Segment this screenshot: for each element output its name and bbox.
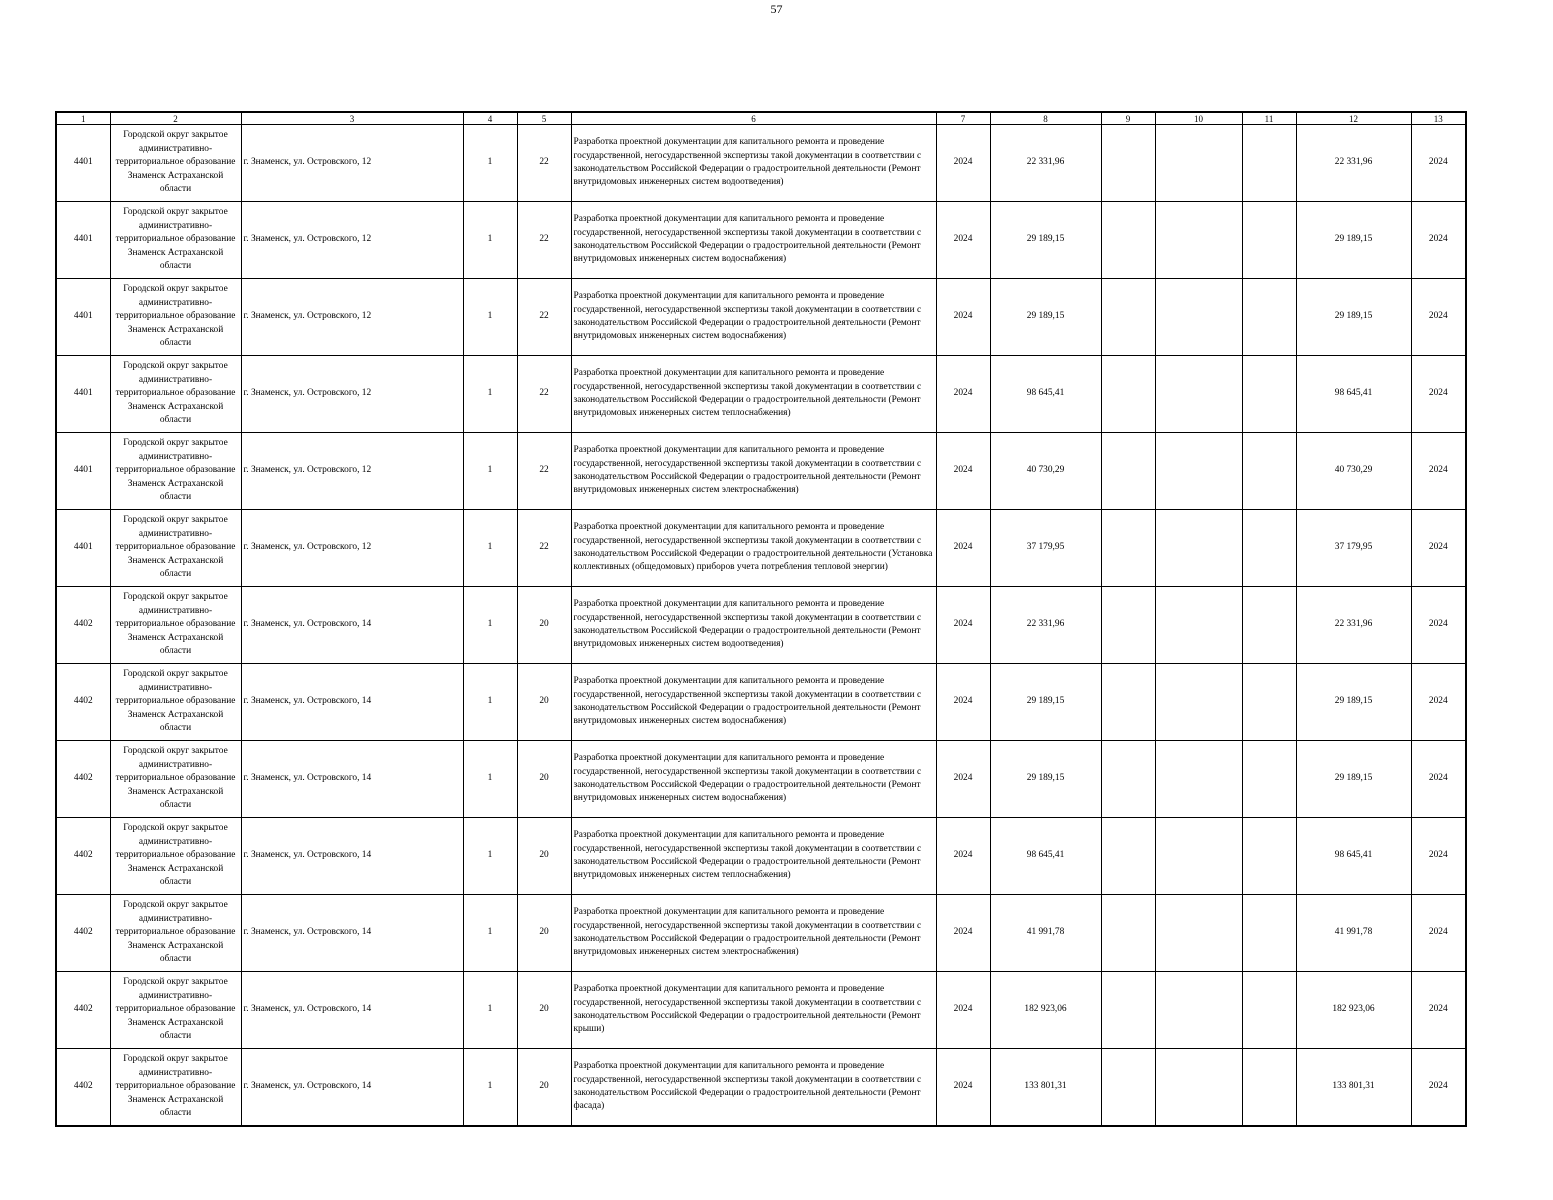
amount-cell: 29 189,15 — [990, 202, 1101, 279]
table-row — [56, 741, 1466, 818]
column-number-13: 13 — [1411, 112, 1466, 125]
work-description-cell: Разработка проектной документации для капитального ремонта и проведение государственной, негосударственной экспертизы такой документации в соответствии с законодательством Российской Федерации о градостроительной деятельности (Ремонт внутридомовых инженерных систем водоснабжения) — [571, 202, 936, 279]
col-11-value-cell — [1242, 202, 1296, 279]
address-cell: г. Знаменск, ул. Островского, 12 — [241, 279, 463, 356]
municipality-cell: Городской округ закрытое административно-территориальное образование Знаменск Астраханской области — [110, 741, 241, 818]
year-end-cell: 2024 — [1411, 356, 1466, 433]
col-10-value-cell — [1155, 125, 1242, 202]
municipality-cell: Городской округ закрытое административно-территориальное образование Знаменск Астраханской области — [110, 818, 241, 895]
table-row — [56, 510, 1466, 587]
col-5-value-cell: 22 — [517, 356, 571, 433]
col-5-value-cell: 22 — [517, 202, 571, 279]
year-cell: 2024 — [936, 1049, 990, 1127]
col-5-value-cell: 20 — [517, 818, 571, 895]
col-9-value-cell — [1101, 433, 1155, 510]
col-9-value-cell — [1101, 202, 1155, 279]
col-5-value-cell: 22 — [517, 433, 571, 510]
municipality-cell: Городской округ закрытое административно-территориальное образование Знаменск Астраханской области — [110, 433, 241, 510]
year-cell: 2024 — [936, 664, 990, 741]
col-9-value-cell — [1101, 972, 1155, 1049]
address-cell: г. Знаменск, ул. Островского, 14 — [241, 972, 463, 1049]
year-end-cell: 2024 — [1411, 510, 1466, 587]
col-9-value-cell — [1101, 125, 1155, 202]
house-id-cell: 4401 — [56, 510, 110, 587]
address-cell: г. Знаменск, ул. Островского, 12 — [241, 125, 463, 202]
col-4-value-cell: 1 — [463, 587, 517, 664]
year-cell: 2024 — [936, 279, 990, 356]
address-cell: г. Знаменск, ул. Островского, 14 — [241, 895, 463, 972]
col-4-value-cell: 1 — [463, 202, 517, 279]
col-4-value-cell: 1 — [463, 972, 517, 1049]
house-id-cell: 4402 — [56, 587, 110, 664]
col-11-value-cell — [1242, 741, 1296, 818]
address-cell: г. Знаменск, ул. Островского, 12 — [241, 356, 463, 433]
year-cell: 2024 — [936, 510, 990, 587]
amount-cell: 98 645,41 — [990, 356, 1101, 433]
municipality-cell: Городской округ закрытое административно-территориальное образование Знаменск Астраханской области — [110, 664, 241, 741]
table-row — [56, 433, 1466, 510]
amount-total-cell: 133 801,31 — [1296, 1049, 1411, 1127]
amount-cell: 29 189,15 — [990, 664, 1101, 741]
year-cell: 2024 — [936, 741, 990, 818]
column-number-7: 7 — [936, 112, 990, 125]
year-cell: 2024 — [936, 895, 990, 972]
col-4-value-cell: 1 — [463, 125, 517, 202]
address-cell: г. Знаменск, ул. Островского, 14 — [241, 664, 463, 741]
col-11-value-cell — [1242, 818, 1296, 895]
house-id-cell: 4401 — [56, 279, 110, 356]
amount-cell: 182 923,06 — [990, 972, 1101, 1049]
column-number-5: 5 — [517, 112, 571, 125]
column-number-12: 12 — [1296, 112, 1411, 125]
col-10-value-cell — [1155, 356, 1242, 433]
work-description-cell: Разработка проектной документации для капитального ремонта и проведение государственной, негосударственной экспертизы такой документации в соответствии с законодательством Российской Федерации о градостроительной деятельности (Ремонт внутридомовых инженерных систем теплоснабжения) — [571, 818, 936, 895]
amount-total-cell: 41 991,78 — [1296, 895, 1411, 972]
col-11-value-cell — [1242, 895, 1296, 972]
year-end-cell: 2024 — [1411, 972, 1466, 1049]
col-11-value-cell — [1242, 972, 1296, 1049]
work-description-cell: Разработка проектной документации для капитального ремонта и проведение государственной, негосударственной экспертизы такой документации в соответствии с законодательством Российской Федерации о градостроительной деятельности (Ремонт внутридомовых инженерных систем водоснабжения) — [571, 664, 936, 741]
col-4-value-cell: 1 — [463, 1049, 517, 1127]
amount-total-cell: 22 331,96 — [1296, 125, 1411, 202]
amount-cell: 41 991,78 — [990, 895, 1101, 972]
col-11-value-cell — [1242, 1049, 1296, 1127]
col-4-value-cell: 1 — [463, 433, 517, 510]
address-cell: г. Знаменск, ул. Островского, 12 — [241, 510, 463, 587]
year-end-cell: 2024 — [1411, 587, 1466, 664]
table-row — [56, 279, 1466, 356]
col-5-value-cell: 20 — [517, 895, 571, 972]
amount-cell: 133 801,31 — [990, 1049, 1101, 1127]
work-description-cell: Разработка проектной документации для капитального ремонта и проведение государственной, негосударственной экспертизы такой документации в соответствии с законодательством Российской Федерации о градостроительной деятельности (Ремонт фасада) — [571, 1049, 936, 1127]
amount-cell: 37 179,95 — [990, 510, 1101, 587]
house-id-cell: 4401 — [56, 433, 110, 510]
house-id-cell: 4401 — [56, 356, 110, 433]
amount-total-cell: 182 923,06 — [1296, 972, 1411, 1049]
address-cell: г. Знаменск, ул. Островского, 12 — [241, 202, 463, 279]
col-4-value-cell: 1 — [463, 356, 517, 433]
house-id-cell: 4401 — [56, 202, 110, 279]
col-11-value-cell — [1242, 125, 1296, 202]
col-4-value-cell: 1 — [463, 279, 517, 356]
work-description-cell: Разработка проектной документации для капитального ремонта и проведение государственной, негосударственной экспертизы такой документации в соответствии с законодательством Российской Федерации о градостроительной деятельности (Установка коллективных (общедомовых) приборов учета потребления тепловой энергии) — [571, 510, 936, 587]
year-end-cell: 2024 — [1411, 664, 1466, 741]
year-cell: 2024 — [936, 125, 990, 202]
col-11-value-cell — [1242, 510, 1296, 587]
house-id-cell: 4402 — [56, 741, 110, 818]
amount-total-cell: 37 179,95 — [1296, 510, 1411, 587]
municipality-cell: Городской округ закрытое административно-территориальное образование Знаменск Астраханской области — [110, 125, 241, 202]
house-id-cell: 4401 — [56, 125, 110, 202]
col-10-value-cell — [1155, 510, 1242, 587]
year-cell: 2024 — [936, 972, 990, 1049]
amount-cell: 22 331,96 — [990, 587, 1101, 664]
col-10-value-cell — [1155, 1049, 1242, 1127]
address-cell: г. Знаменск, ул. Островского, 14 — [241, 1049, 463, 1127]
column-number-row — [56, 112, 1466, 125]
col-10-value-cell — [1155, 972, 1242, 1049]
year-end-cell: 2024 — [1411, 1049, 1466, 1127]
col-5-value-cell: 20 — [517, 972, 571, 1049]
table-row — [56, 818, 1466, 895]
year-end-cell: 2024 — [1411, 895, 1466, 972]
house-id-cell: 4402 — [56, 972, 110, 1049]
col-9-value-cell — [1101, 818, 1155, 895]
col-9-value-cell — [1101, 279, 1155, 356]
municipality-cell: Городской округ закрытое административно-территориальное образование Знаменск Астраханской области — [110, 202, 241, 279]
year-end-cell: 2024 — [1411, 741, 1466, 818]
col-10-value-cell — [1155, 433, 1242, 510]
col-9-value-cell — [1101, 741, 1155, 818]
amount-cell: 98 645,41 — [990, 818, 1101, 895]
table-row — [56, 125, 1466, 202]
amount-total-cell: 98 645,41 — [1296, 356, 1411, 433]
municipality-cell: Городской округ закрытое административно-территориальное образование Знаменск Астраханской области — [110, 895, 241, 972]
column-number-2: 2 — [110, 112, 241, 125]
house-id-cell: 4402 — [56, 818, 110, 895]
col-4-value-cell: 1 — [463, 895, 517, 972]
work-description-cell: Разработка проектной документации для капитального ремонта и проведение государственной, негосударственной экспертизы такой документации в соответствии с законодательством Российской Федерации о градостроительной деятельности (Ремонт внутридомовых инженерных систем водоотведения) — [571, 587, 936, 664]
col-4-value-cell: 1 — [463, 818, 517, 895]
work-description-cell: Разработка проектной документации для капитального ремонта и проведение государственной, негосударственной экспертизы такой документации в соответствии с законодательством Российской Федерации о градостроительной деятельности (Ремонт внутридомовых инженерных систем электроснабжения) — [571, 433, 936, 510]
column-number-9: 9 — [1101, 112, 1155, 125]
address-cell: г. Знаменск, ул. Островского, 14 — [241, 818, 463, 895]
col-4-value-cell: 1 — [463, 510, 517, 587]
register-table — [55, 111, 1467, 1127]
year-end-cell: 2024 — [1411, 125, 1466, 202]
municipality-cell: Городской округ закрытое административно-территориальное образование Знаменск Астраханской области — [110, 1049, 241, 1127]
table-row — [56, 972, 1466, 1049]
year-cell: 2024 — [936, 587, 990, 664]
year-cell: 2024 — [936, 202, 990, 279]
table-row — [56, 895, 1466, 972]
col-5-value-cell: 20 — [517, 587, 571, 664]
col-9-value-cell — [1101, 895, 1155, 972]
amount-cell: 22 331,96 — [990, 125, 1101, 202]
address-cell: г. Знаменск, ул. Островского, 12 — [241, 433, 463, 510]
col-5-value-cell: 20 — [517, 1049, 571, 1127]
col-5-value-cell: 22 — [517, 510, 571, 587]
column-number-11: 11 — [1242, 112, 1296, 125]
year-cell: 2024 — [936, 433, 990, 510]
col-10-value-cell — [1155, 741, 1242, 818]
table-row — [56, 356, 1466, 433]
municipality-cell: Городской округ закрытое административно-территориальное образование Знаменск Астраханской области — [110, 972, 241, 1049]
col-11-value-cell — [1242, 664, 1296, 741]
col-9-value-cell — [1101, 1049, 1155, 1127]
col-9-value-cell — [1101, 664, 1155, 741]
municipality-cell: Городской округ закрытое административно-территориальное образование Знаменск Астраханской области — [110, 587, 241, 664]
col-5-value-cell: 20 — [517, 741, 571, 818]
amount-total-cell: 40 730,29 — [1296, 433, 1411, 510]
amount-cell: 29 189,15 — [990, 741, 1101, 818]
col-10-value-cell — [1155, 587, 1242, 664]
amount-total-cell: 29 189,15 — [1296, 279, 1411, 356]
year-cell: 2024 — [936, 818, 990, 895]
year-end-cell: 2024 — [1411, 818, 1466, 895]
col-11-value-cell — [1242, 587, 1296, 664]
table-row — [56, 1049, 1466, 1127]
amount-cell: 40 730,29 — [990, 433, 1101, 510]
col-10-value-cell — [1155, 202, 1242, 279]
table-row — [56, 587, 1466, 664]
col-5-value-cell: 20 — [517, 664, 571, 741]
col-10-value-cell — [1155, 664, 1242, 741]
table-row — [56, 202, 1466, 279]
work-description-cell: Разработка проектной документации для капитального ремонта и проведение государственной, негосударственной экспертизы такой документации в соответствии с законодательством Российской Федерации о градостроительной деятельности (Ремонт крыши) — [571, 972, 936, 1049]
col-10-value-cell — [1155, 279, 1242, 356]
col-11-value-cell — [1242, 279, 1296, 356]
amount-cell: 29 189,15 — [990, 279, 1101, 356]
work-description-cell: Разработка проектной документации для капитального ремонта и проведение государственной, негосударственной экспертизы такой документации в соответствии с законодательством Российской Федерации о градостроительной деятельности (Ремонт внутридомовых инженерных систем водоотведения) — [571, 125, 936, 202]
col-10-value-cell — [1155, 818, 1242, 895]
amount-total-cell: 29 189,15 — [1296, 741, 1411, 818]
work-description-cell: Разработка проектной документации для капитального ремонта и проведение государственной, негосударственной экспертизы такой документации в соответствии с законодательством Российской Федерации о градостроительной деятельности (Ремонт внутридомовых инженерных систем водоснабжения) — [571, 279, 936, 356]
table-body — [56, 125, 1466, 1127]
column-number-8: 8 — [990, 112, 1101, 125]
municipality-cell: Городской округ закрытое административно-территориальное образование Знаменск Астраханской области — [110, 279, 241, 356]
column-number-6: 6 — [571, 112, 936, 125]
work-description-cell: Разработка проектной документации для капитального ремонта и проведение государственной, негосударственной экспертизы такой документации в соответствии с законодательством Российской Федерации о градостроительной деятельности (Ремонт внутридомовых инженерных систем теплоснабжения) — [571, 356, 936, 433]
col-11-value-cell — [1242, 356, 1296, 433]
work-description-cell: Разработка проектной документации для капитального ремонта и проведение государственной, негосударственной экспертизы такой документации в соответствии с законодательством Российской Федерации о градостроительной деятельности (Ремонт внутридомовых инженерных систем водоснабжения) — [571, 741, 936, 818]
col-4-value-cell: 1 — [463, 741, 517, 818]
year-end-cell: 2024 — [1411, 202, 1466, 279]
table-row — [56, 664, 1466, 741]
col-10-value-cell — [1155, 895, 1242, 972]
column-number-10: 10 — [1155, 112, 1242, 125]
municipality-cell: Городской округ закрытое административно-территориальное образование Знаменск Астраханской области — [110, 510, 241, 587]
amount-total-cell: 22 331,96 — [1296, 587, 1411, 664]
address-cell: г. Знаменск, ул. Островского, 14 — [241, 587, 463, 664]
year-end-cell: 2024 — [1411, 433, 1466, 510]
amount-total-cell: 29 189,15 — [1296, 202, 1411, 279]
house-id-cell: 4402 — [56, 895, 110, 972]
col-9-value-cell — [1101, 510, 1155, 587]
year-end-cell: 2024 — [1411, 279, 1466, 356]
col-9-value-cell — [1101, 356, 1155, 433]
amount-total-cell: 29 189,15 — [1296, 664, 1411, 741]
year-cell: 2024 — [936, 356, 990, 433]
amount-total-cell: 98 645,41 — [1296, 818, 1411, 895]
col-5-value-cell: 22 — [517, 279, 571, 356]
col-11-value-cell — [1242, 433, 1296, 510]
address-cell: г. Знаменск, ул. Островского, 14 — [241, 741, 463, 818]
column-number-3: 3 — [241, 112, 463, 125]
col-9-value-cell — [1101, 587, 1155, 664]
col-4-value-cell: 1 — [463, 664, 517, 741]
house-id-cell: 4402 — [56, 1049, 110, 1127]
column-number-1: 1 — [56, 112, 110, 125]
work-description-cell: Разработка проектной документации для капитального ремонта и проведение государственной, негосударственной экспертизы такой документации в соответствии с законодательством Российской Федерации о градостроительной деятельности (Ремонт внутридомовых инженерных систем электроснабжения) — [571, 895, 936, 972]
municipality-cell: Городской округ закрытое административно-территориальное образование Знаменск Астраханской области — [110, 356, 241, 433]
column-number-4: 4 — [463, 112, 517, 125]
col-5-value-cell: 22 — [517, 125, 571, 202]
house-id-cell: 4402 — [56, 664, 110, 741]
page-number: 57 — [770, 2, 783, 16]
